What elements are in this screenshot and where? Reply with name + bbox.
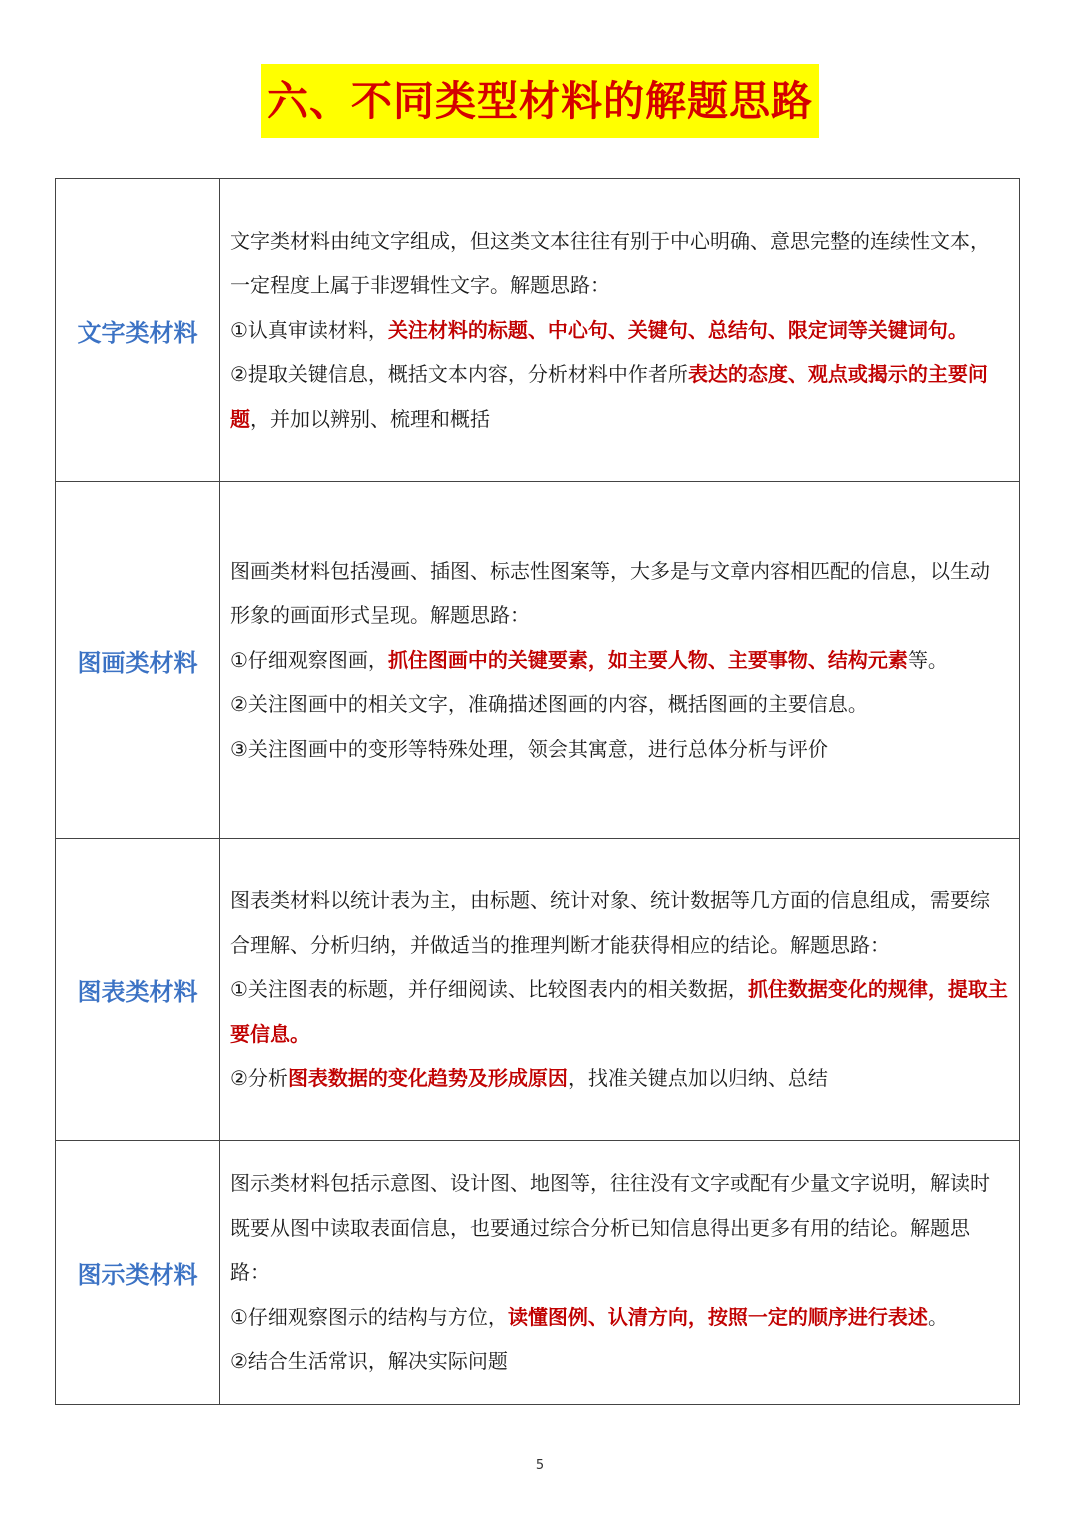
- highlight-text: 表达的态度、观点或揭示的主要问题: [230, 362, 988, 431]
- point-text: ②关注图画中的相关文字，准确描述图画的内容，概括图画的主要信息。: [230, 692, 868, 717]
- highlight-text: 读懂图例、认清方向，按照一定的顺序进行表述: [507, 1304, 928, 1329]
- row-label: 文字类材料: [56, 179, 220, 482]
- intro-text: 文字类材料由纯文字组成，但这类文本往往有别于中心明确、意思完整的连续性文本，一定程度上属于非逻辑性文字。解题思路：: [230, 228, 990, 298]
- row-label: 图画类材料: [56, 482, 220, 839]
- point-text: ①认真审读材料，关注材料的标题、中心句、关键句、总结句、限定词等关键词句。: [230, 317, 968, 342]
- highlight-text: 抓住图画中的关键要素，如主要人物、主要事物、结构元素: [387, 647, 908, 672]
- row-label: 图表类材料: [56, 839, 220, 1141]
- row-content: [220, 482, 1020, 839]
- row-content: [220, 1141, 1020, 1405]
- intro-text: 图表类材料以统计表为主，由标题、统计对象、统计数据等几方面的信息组成，需要综合理解、分析归纳，并做适当的推理判断才能获得相应的结论。解题思路：: [230, 888, 990, 957]
- page-number: 5: [535, 1458, 545, 1473]
- highlight-text: 抓住数据变化的规律，提取主要信息。: [230, 977, 1008, 1046]
- table-row: [56, 482, 1020, 839]
- materials-table: [55, 178, 1020, 1405]
- highlight-text: 图表数据的变化趋势及形成原因: [287, 1066, 568, 1091]
- intro-text: 图画类材料包括漫画、插图、标志性图案等，大多是与文章内容相匹配的信息，以生动形象的画面形式呈现。解题思路：: [230, 558, 990, 628]
- table-row: [56, 1141, 1020, 1405]
- highlight-text: 关注材料的标题、中心句、关键句、总结句、限定词等关键词句。: [387, 317, 968, 342]
- point-text: ②分析图表数据的变化趋势及形成原因，找准关键点加以归纳、总结: [230, 1066, 828, 1091]
- table-row: [56, 839, 1020, 1141]
- point-text: ①仔细观察图示的结构与方位，读懂图例、认清方向，按照一定的顺序进行表述。: [230, 1304, 948, 1329]
- row-label: 图示类材料: [56, 1141, 220, 1405]
- title-wrap: [0, 64, 1080, 138]
- page-title: 六、不同类型材料的解题思路: [261, 64, 819, 138]
- point-text: ②提取关键信息，概括文本内容，分析材料中作者所表达的态度、观点或揭示的主要问题，并加以辨别、梳理和概括: [230, 362, 988, 431]
- row-content: [220, 179, 1020, 482]
- point-text: ③关注图画中的变形等特殊处理，领会其寓意，进行总体分析与评价: [230, 736, 828, 761]
- table-row: [56, 179, 1020, 482]
- point-text: ②结合生活常识，解决实际问题: [230, 1349, 508, 1374]
- row-content: [220, 839, 1020, 1141]
- intro-text: 图示类材料包括示意图、设计图、地图等，往往没有文字或配有少量文字说明，解读时既要从图中读取表面信息，也要通过综合分析已知信息得出更多有用的结论。解题思路：: [230, 1171, 990, 1285]
- point-text: ①仔细观察图画，抓住图画中的关键要素，如主要人物、主要事物、结构元素等。: [230, 647, 948, 672]
- point-text: ①关注图表的标题，并仔细阅读、比较图表内的相关数据，抓住数据变化的规律，提取主要信息。: [230, 977, 1008, 1046]
